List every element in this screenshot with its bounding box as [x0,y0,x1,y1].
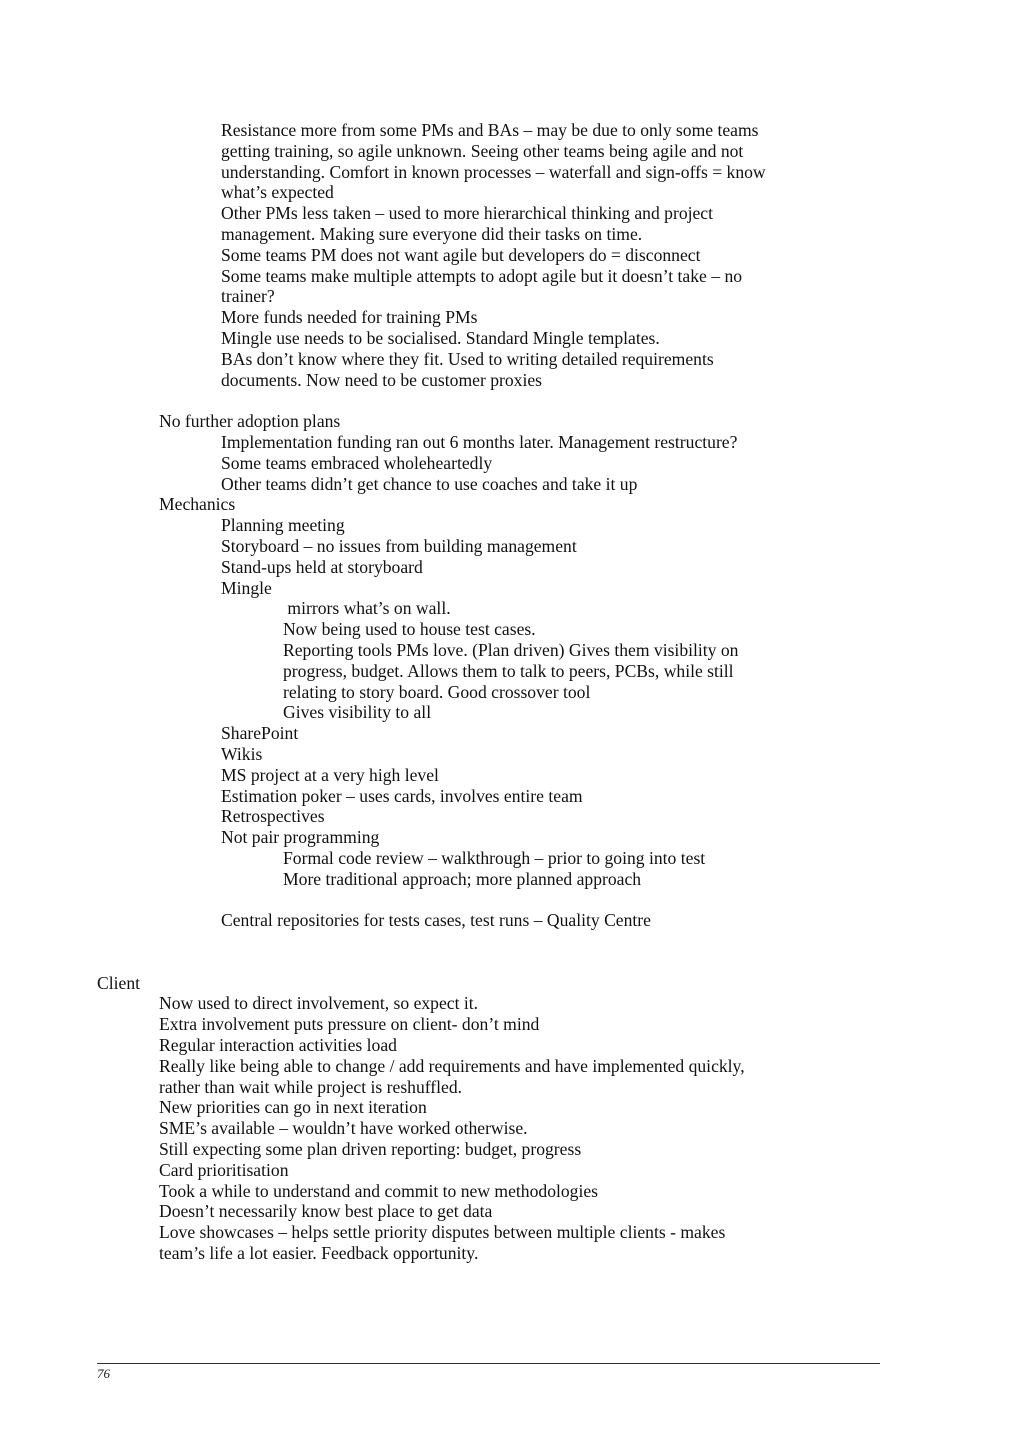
text-line: understanding. Comfort in known processes – waterfall and sign-offs = know [221,161,766,182]
section-heading-client: Client [97,972,141,993]
text-line: getting training, so agile unknown. Seeing other teams being agile and not [221,140,744,161]
list-item: Central repositories for tests cases, test runs – Quality Centre [221,910,651,931]
text-line: documents. Now need to be customer proxies [221,369,543,390]
list-item: Estimation poker – uses cards, involves entire team [221,785,583,806]
list-item: MS project at a very high level [221,764,439,785]
sub-list-item: Formal code review – walkthrough – prior to going into test [283,847,706,868]
sub-list-item: Reporting tools PMs love. (Plan driven) Gives them visibility on [283,639,739,660]
list-item: Mingle [221,577,272,598]
text-line: New priorities can go in next iteration [159,1097,427,1118]
sub-list-item: mirrors what’s on wall. [283,598,451,619]
text-line: team’s life a lot easier. Feedback opportunity. [159,1243,479,1264]
text-line: Other PMs less taken – used to more hierarchical thinking and project [221,203,714,224]
text-line: SME’s available – wouldn’t have worked otherwise. [159,1118,528,1139]
text-line: Some teams embraced wholeheartedly [221,452,493,473]
sub-list-item: Gives visibility to all [283,702,432,723]
text-line: what’s expected [221,182,334,203]
list-item: Storyboard – no issues from building management [221,535,577,556]
list-item: Stand-ups held at storyboard [221,556,423,577]
text-line: BAs don’t know where they fit. Used to writing detailed requirements [221,348,714,369]
text-line: Other teams didn’t get chance to use coaches and take it up [221,473,638,494]
text-line: Some teams PM does not want agile but developers do = disconnect [221,244,701,265]
section-heading-adoption: No further adoption plans [159,411,341,432]
text-line: More funds needed for training PMs [221,307,478,328]
text-line: Still expecting some plan driven reporting: budget, progress [159,1139,582,1160]
footer-divider [97,1363,880,1364]
text-line: Took a while to understand and commit to new methodologies [159,1180,599,1201]
text-line: Extra involvement puts pressure on client- don’t mind [159,1014,540,1035]
text-line: Love showcases – helps settle priority disputes between multiple clients - makes [159,1222,726,1243]
text-line: Card prioritisation [159,1159,289,1180]
list-item: Retrospectives [221,806,325,827]
text-line: Resistance more from some PMs and BAs – may be due to only some teams [221,120,759,140]
text-line: Implementation funding ran out 6 months later. Management restructure? [221,431,738,452]
list-item: Wikis [221,743,263,764]
sub-list-item: progress, budget. Allows them to talk to peers, PCBs, while still [283,660,734,681]
list-item: Not pair programming [221,827,380,848]
list-item: SharePoint [221,723,299,744]
text-line: Mingle use needs to be socialised. Standard Mingle templates. [221,327,660,348]
text-line: rather than wait while project is reshuffled. [159,1076,463,1097]
sub-list-item: Now being used to house test cases. [283,619,536,640]
text-line: management. Making sure everyone did their tasks on time. [221,223,643,244]
section-heading-mechanics: Mechanics [159,494,236,515]
spacer [0,889,1024,910]
sub-list-item: More traditional approach; more planned approach [283,868,642,889]
text-line: Doesn’t necessarily know best place to get data [159,1201,493,1222]
text-line: Some teams make multiple attempts to adopt agile but it doesn’t take – no [221,265,743,286]
page-number: 76 [97,1366,110,1381]
list-item: Planning meeting [221,515,345,536]
text-line: Really like being able to change / add requirements and have implemented quickly, [159,1055,745,1076]
spacer [0,931,1024,973]
text-line: Now used to direct involvement, so expect it. [159,993,479,1014]
sub-list-item: relating to story board. Good crossover tool [283,681,591,702]
text-line: Regular interaction activities load [159,1035,397,1056]
spacer [0,390,1024,411]
body-text [0,120,1024,1264]
text-line: trainer? [221,286,275,307]
